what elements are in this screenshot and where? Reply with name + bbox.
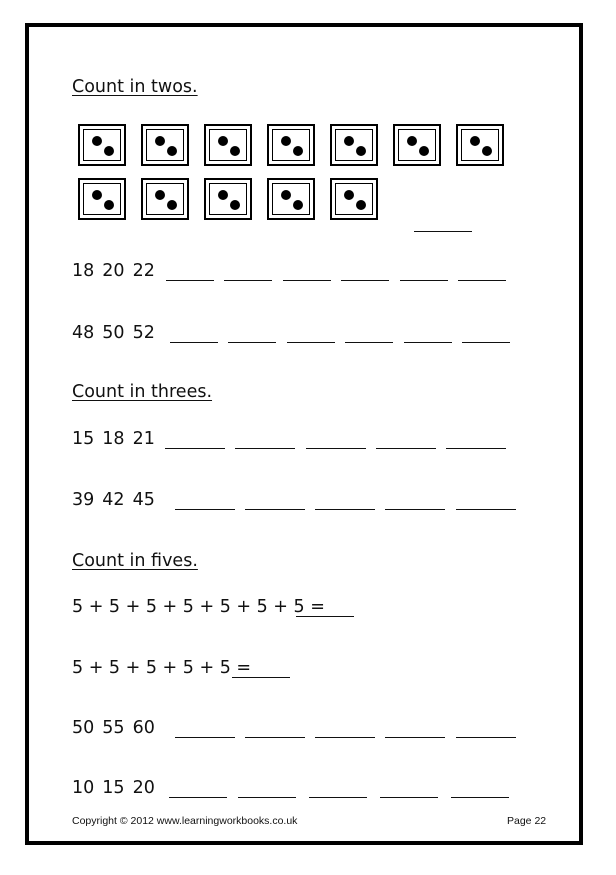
- heading-count-in-threes: Count in threes.: [72, 382, 213, 402]
- dice-icon: [141, 124, 189, 166]
- dice-pip: [482, 146, 492, 156]
- dice-icon: [141, 178, 189, 220]
- sequence-number: 48: [72, 323, 95, 343]
- dice-pip: [104, 146, 114, 156]
- dice-icon: [456, 124, 504, 166]
- fives-sum-1: 5 + 5 + 5 + 5 + 5 + 5 + 5 =: [72, 597, 325, 617]
- answer-blank[interactable]: [456, 509, 516, 510]
- answer-blank[interactable]: [245, 737, 305, 738]
- dice-pip: [230, 146, 240, 156]
- answer-blank[interactable]: [404, 342, 452, 343]
- answer-blank[interactable]: [315, 737, 375, 738]
- sequence-number: 39: [72, 490, 95, 510]
- answer-blank[interactable]: [462, 342, 510, 343]
- dice-pip: [344, 190, 354, 200]
- answer-blank[interactable]: [385, 737, 445, 738]
- answer-blank[interactable]: [345, 342, 393, 343]
- dice-pip: [293, 146, 303, 156]
- dice-pip: [167, 200, 177, 210]
- answer-blank[interactable]: [287, 342, 335, 343]
- dice-icon: [78, 124, 126, 166]
- dice-pip: [92, 190, 102, 200]
- dice-icon: [204, 178, 252, 220]
- threes-sequence-2: [72, 490, 163, 510]
- answer-blank[interactable]: [245, 509, 305, 510]
- answer-blank[interactable]: [296, 616, 354, 617]
- sequence-number: 15: [102, 778, 125, 798]
- dice-icon: [204, 124, 252, 166]
- dice-pip: [356, 200, 366, 210]
- answer-blank[interactable]: [376, 448, 436, 449]
- dice-pip: [92, 136, 102, 146]
- answer-blank[interactable]: [165, 448, 225, 449]
- sequence-number: 55: [102, 718, 125, 738]
- sequence-number: 45: [132, 490, 155, 510]
- dice-icon: [267, 124, 315, 166]
- sequence-number: 52: [132, 323, 155, 343]
- answer-blank[interactable]: [235, 448, 295, 449]
- dice-icon: [330, 124, 378, 166]
- answer-blank[interactable]: [232, 677, 290, 678]
- dice-icon: [330, 178, 378, 220]
- dice-pip: [218, 190, 228, 200]
- dice-icon: [393, 124, 441, 166]
- answer-blank[interactable]: [166, 280, 214, 281]
- dice-pip: [470, 136, 480, 146]
- answer-blank[interactable]: [451, 797, 509, 798]
- answer-blank[interactable]: [400, 280, 448, 281]
- sequence-number: 60: [132, 718, 155, 738]
- sequence-number: 15: [72, 429, 95, 449]
- twos-sequence-1: [72, 261, 163, 281]
- dice-pip: [407, 136, 417, 146]
- sequence-number: 50: [102, 323, 125, 343]
- answer-blank[interactable]: [283, 280, 331, 281]
- heading-count-in-twos: Count in twos.: [72, 77, 198, 97]
- fives-sequence-1: [72, 718, 163, 738]
- sequence-number: 18: [102, 429, 125, 449]
- dice-icon: [78, 178, 126, 220]
- twos-sequence-2: [72, 323, 163, 343]
- answer-blank[interactable]: [380, 797, 438, 798]
- answer-blank[interactable]: [385, 509, 445, 510]
- answer-blank[interactable]: [170, 342, 218, 343]
- dice-pip: [281, 190, 291, 200]
- dice-pip: [344, 136, 354, 146]
- dice-pip: [155, 136, 165, 146]
- answer-blank[interactable]: [341, 280, 389, 281]
- dice-pip: [155, 190, 165, 200]
- dice-pip: [281, 136, 291, 146]
- sequence-number: 22: [132, 261, 155, 281]
- dice-pip: [356, 146, 366, 156]
- sequence-number: 20: [102, 261, 125, 281]
- sequence-number: 21: [132, 429, 155, 449]
- answer-blank[interactable]: [309, 797, 367, 798]
- sequence-number: 50: [72, 718, 95, 738]
- copyright-text: Copyright © 2012 www.learningworkbooks.co.uk: [72, 815, 298, 827]
- dice-pip: [419, 146, 429, 156]
- answer-blank[interactable]: [175, 509, 235, 510]
- dice-pip: [230, 200, 240, 210]
- sequence-number: 42: [102, 490, 125, 510]
- dice-icon: [267, 178, 315, 220]
- sequence-number: 20: [132, 778, 155, 798]
- answer-blank[interactable]: [238, 797, 296, 798]
- answer-blank[interactable]: [224, 280, 272, 281]
- answer-blank[interactable]: [175, 737, 235, 738]
- dice-answer-blank[interactable]: [414, 231, 472, 232]
- answer-blank[interactable]: [228, 342, 276, 343]
- answer-blank[interactable]: [315, 509, 375, 510]
- dice-pip: [293, 200, 303, 210]
- answer-blank[interactable]: [456, 737, 516, 738]
- sequence-number: 18: [72, 261, 95, 281]
- answer-blank[interactable]: [446, 448, 506, 449]
- page-number: Page 22: [507, 815, 547, 827]
- dice-pip: [104, 200, 114, 210]
- dice-pip: [167, 146, 177, 156]
- dice-pip: [218, 136, 228, 146]
- answer-blank[interactable]: [169, 797, 227, 798]
- threes-sequence-1: [72, 429, 163, 449]
- answer-blank[interactable]: [306, 448, 366, 449]
- fives-sum-2: 5 + 5 + 5 + 5 + 5 =: [72, 658, 252, 678]
- sequence-number: 10: [72, 778, 95, 798]
- answer-blank[interactable]: [458, 280, 506, 281]
- heading-count-in-fives: Count in fives.: [72, 551, 198, 571]
- fives-sequence-2: [72, 778, 163, 798]
